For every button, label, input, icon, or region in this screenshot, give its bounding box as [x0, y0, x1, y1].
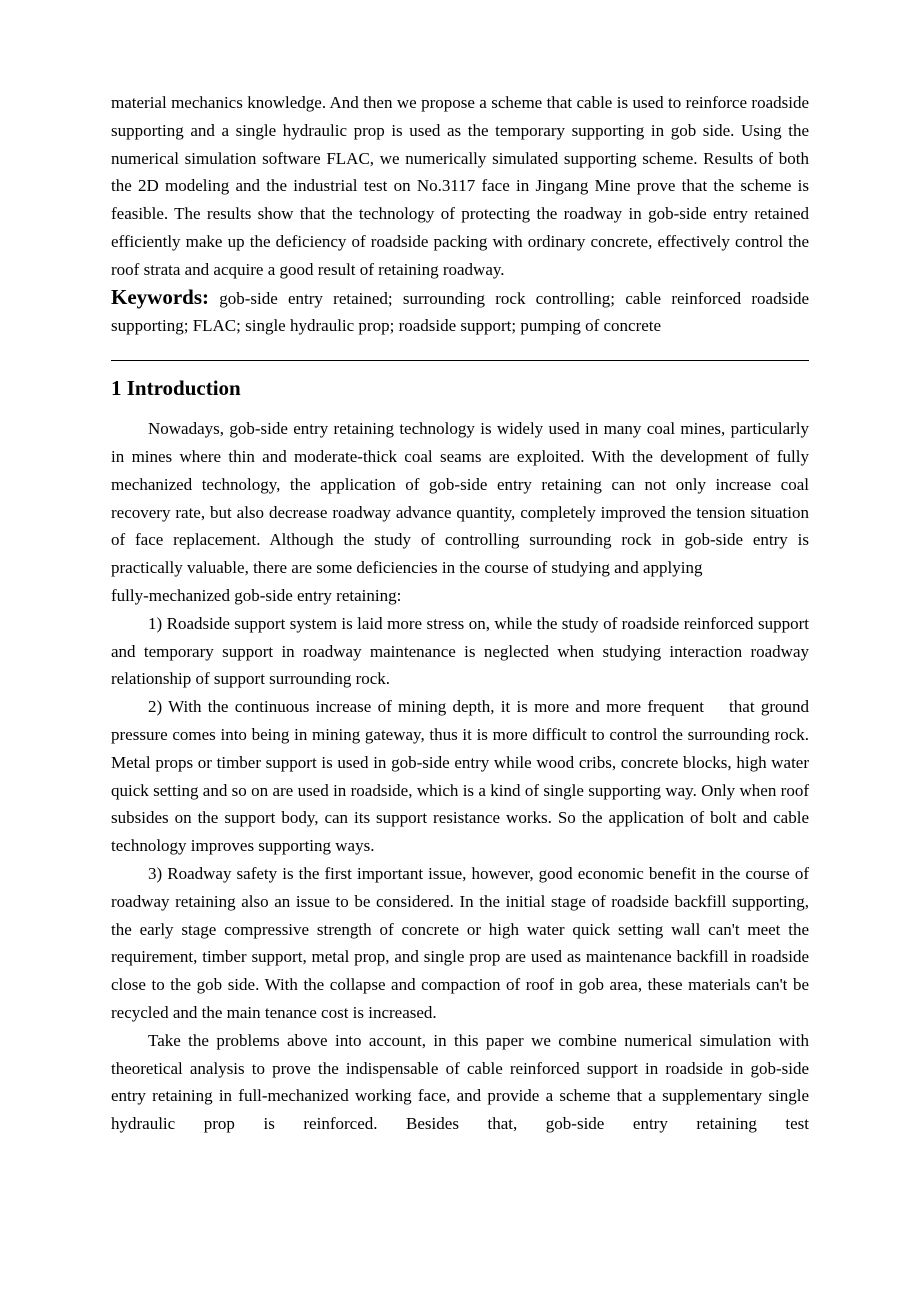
- section-divider: [111, 360, 809, 361]
- section-heading: 1 Introduction: [111, 376, 241, 401]
- intro-paragraph-last: Take the problems above into account, in this paper we combine numerical simulation with theoretical analysis to prove the indispensable of cable reinforced support in roadside in gob-side entry retaining in full-mechanized working face, and provide a scheme that a supplementary single hydraulic prop is reinforced. Besides that, gob-side entry retaining test: [111, 1030, 809, 1134]
- keywords-label: Keywords:: [111, 284, 209, 309]
- paper-page: [111, 89, 814, 1138]
- abstract-tail: material mechanics knowledge. And then we propose a scheme that cable is used to reinforce roadside supporting and a single hydraulic prop is used as the temporary supporting in gob side. Using the numerical simulation software FLAC, we numerically simulated supporting scheme. Results of both the 2D modeling and the industrial test on No.3117 face in Jingang Mine prove that the scheme is feasible. The results show that the technology of protecting the roadway in gob-side entry retained efficiently make up the deficiency of roadside packing with ordinary concrete, effectively control the roof strata and acquire a good result of retaining roadway.: [111, 93, 809, 279]
- keywords: [111, 284, 809, 341]
- list-item-2: 2) With the continuous increase of mining depth, it is more and more frequent that ground pressure comes into being in mining gateway, thus it is more difficult to control the surrounding rock. Metal props or timber support is used in gob-side entry while wood cribs, concrete blocks, high water quick setting and so on are used in roadside, which is a kind of single supporting way. Only when roof subsides on the support body, can its support resistance works. So the application of bolt and cable technology improves supporting ways.: [111, 697, 814, 856]
- keywords-text: gob-side entry retained; surrounding rock controlling; cable reinforced roadside supporting; FLAC; single hydraulic prop; roadside support; pumping of concrete: [111, 288, 809, 336]
- list-item-1: 1) Roadside support system is laid more stress on, while the study of roadside reinforced support and temporary support in roadway maintenance is neglected when studying interaction roadway relationship of support surrounding rock.: [111, 613, 809, 689]
- list-item-3: 3) Roadway safety is the first important issue, however, good economic benefit in the course of roadway retaining also an issue to be considered. In the initial stage of roadside backfill supporting, the early stage compressive strength of concrete or high water quick setting wall can't meet the requirement, timber support, metal prop, and single prop are used as maintenance backfill in roadside close to the gob side. With the collapse and compaction of roof in gob area, these materials can't be recycled and the main tenance cost is increased.: [111, 863, 809, 1022]
- intro-paragraph-1-continuation: fully-mechanized gob-side entry retaining:: [111, 585, 402, 605]
- intro-paragraph-1: Nowadays, gob-side entry retaining technology is widely used in many coal mines, particularly in mines where thin and moderate-thick coal seams are exploited. With the development of fully mechanized technology, the application of gob-side entry retaining can not only increase coal recovery rate, but also decrease roadway advance quantity, completely improved the tension situation of face replacement. Although the study of controlling surrounding rock in gob-side entry is practically valuable, there are some deficiencies in the course of studying and applying: [111, 419, 809, 578]
